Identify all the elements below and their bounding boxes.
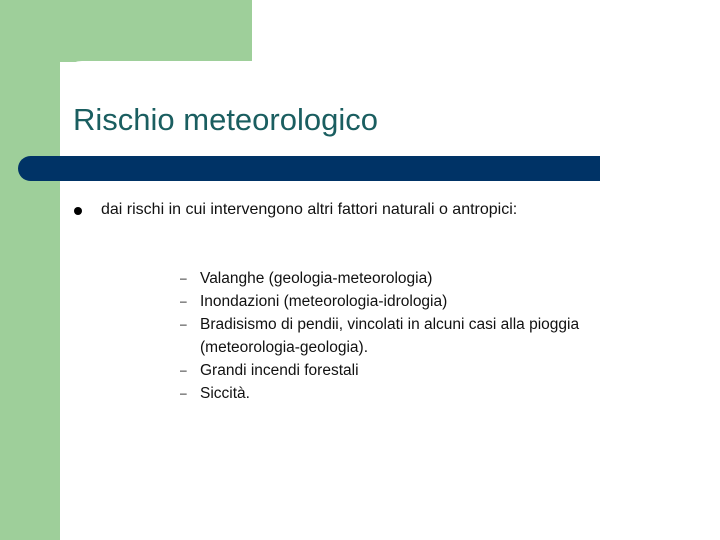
bullet-text: dai rischi in cui intervengono altri fattori naturali o antropici: [101,201,518,218]
sub-bullet-item [180,382,660,405]
sub-bullet-text: Inondazioni (meteorologia-idrologia) [200,293,448,310]
dash-icon: – [180,386,187,400]
dash-icon: – [180,294,187,308]
slide-title: Rischio meteorologico [73,102,378,137]
sub-bullet-item [180,267,660,290]
sub-bullet-text: Grandi incendi forestali [200,362,359,379]
dash-icon: – [180,271,187,285]
sub-bullet-text: Bradisismo di pendii, vincolati in alcuni casi alla pioggia (meteorologia-geologia). [200,316,580,356]
dash-icon: – [180,363,187,377]
sub-bullet-item [180,290,660,313]
sub-bullet-text: Siccità. [200,385,250,402]
sub-bullet-text: Valanghe (geologia-meteorologia) [200,270,433,287]
top-decor-band [60,0,252,62]
dash-icon: – [180,317,187,331]
sub-bullet-item [180,359,660,382]
left-decor-band [0,0,60,540]
bullet-dot-icon [74,207,82,215]
sub-bullet-item [180,313,660,359]
sub-bullet-list [180,267,660,405]
title-underline-bar [18,156,600,181]
